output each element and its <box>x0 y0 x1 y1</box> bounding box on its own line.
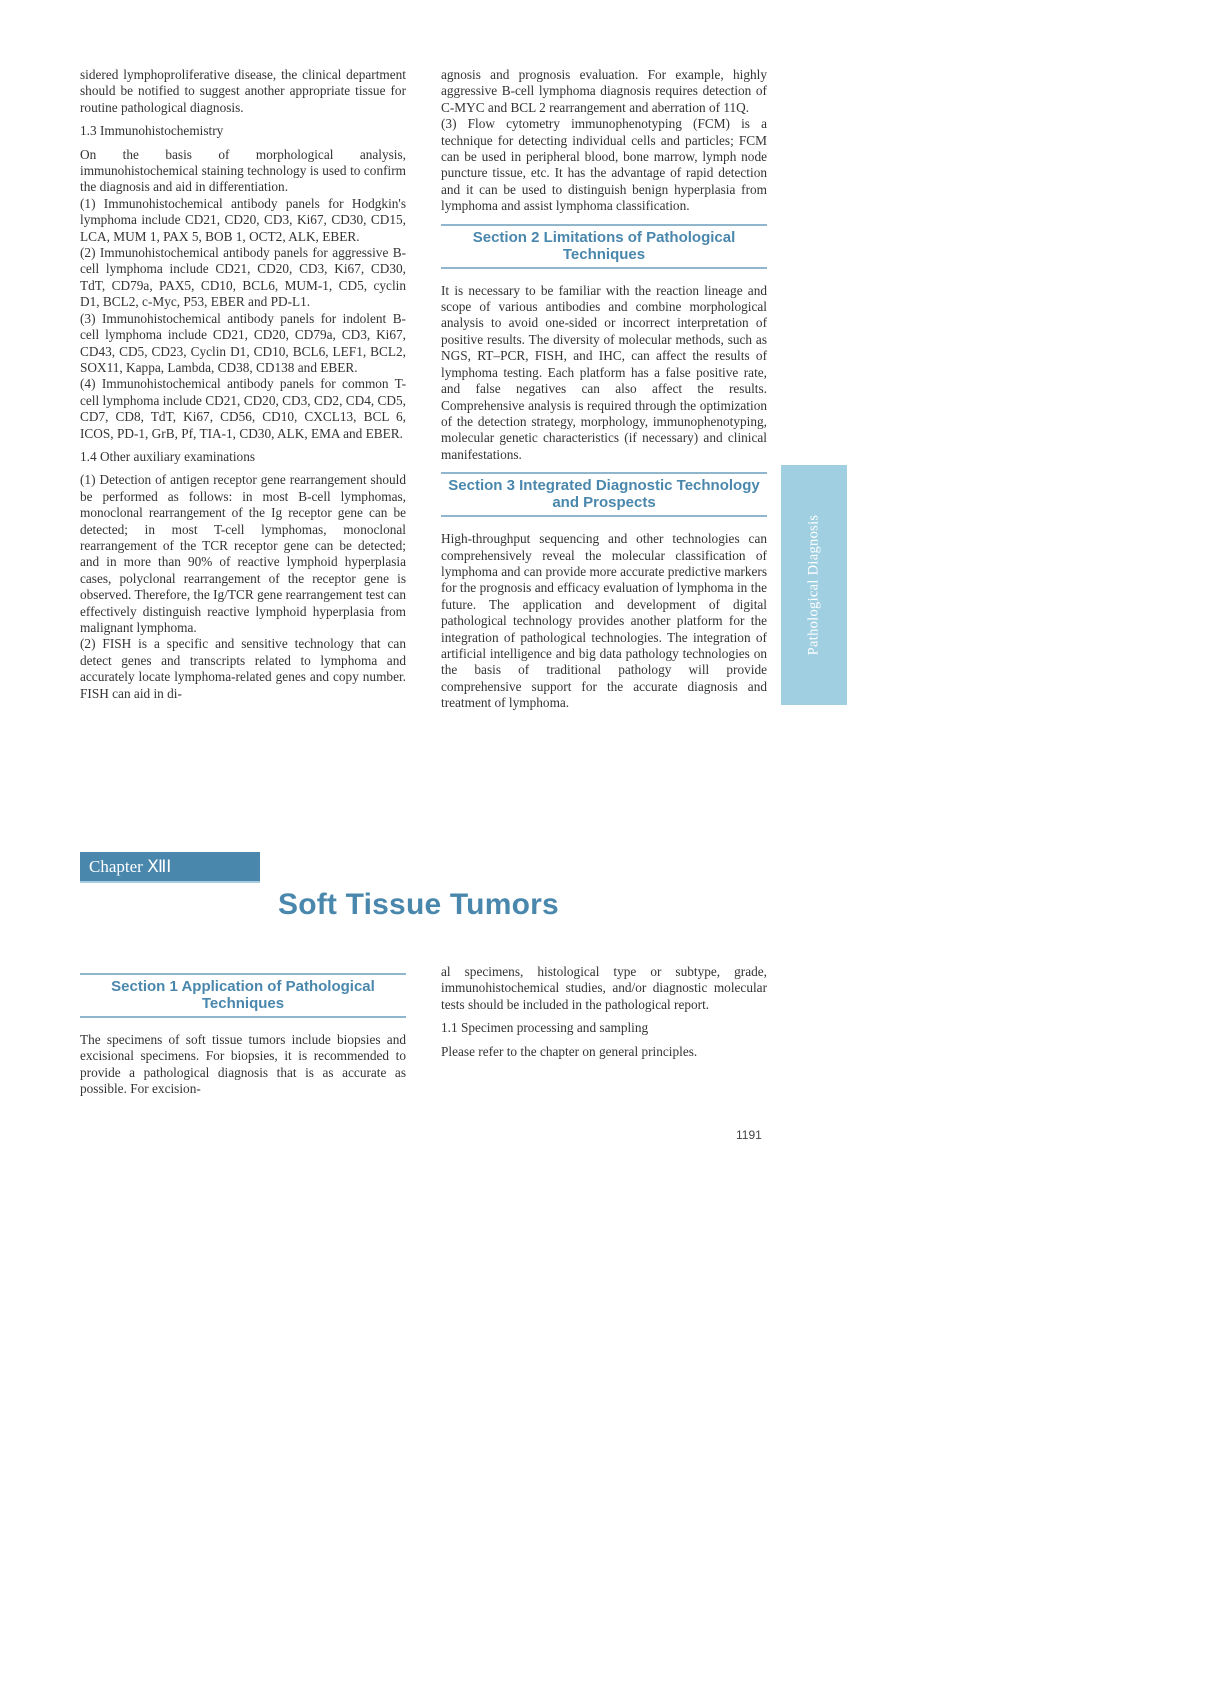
section-2-heading: Section 2 Limitations of Pathological Techniques <box>441 224 767 269</box>
paragraph: Please refer to the chapter on general principles. <box>441 1043 698 1059</box>
upper-left-column <box>80 67 406 702</box>
paragraph-specimens: The specimens of soft tissue tumors include biopsies and excisional specimens. For biopsies, it is recommended to provide a pathological diagnosis that is as accurate as possible. For excision- <box>80 1032 406 1097</box>
chapter-title: Soft Tissue Tumors <box>278 888 559 921</box>
side-tab <box>781 465 847 705</box>
lower-right-column <box>441 964 767 1060</box>
paragraph-aggressive-b-cell-panel: (2) Immunohistochemical antibody panels for aggressive B-cell lymphoma include CD21, CD20, CD3, Ki67, CD30, TdT, CD79a, PAX5, CD10, BCL6, MUM-1, CD5, cyclin D1, BCL2, c-Myc, P53, EBER and PD-L1. <box>80 245 406 310</box>
subheading-other-auxiliary-examinations: 1.4 Other auxiliary examinations <box>80 448 256 464</box>
paragraph-flow-cytometry: (3) Flow cytometry immunophenotyping (FCM) is a technique for detecting individual cells and particles; FCM can be used in peripheral blood, bone marrow, lymph node puncture tissue, etc. It has the advantage of rapid detection and it can be used to distinguish benign hyperplasia from lymphoma and assist lymphoma classification. <box>441 116 767 214</box>
paragraph-hodgkin-panel: (1) Immunohistochemical antibody panels for Hodgkin's lymphoma include CD21, CD20, CD3, Ki67, CD30, CD15, LCA, MUM 1, PAX 5, BOB 1, OCT2, ALK, EBER. <box>80 195 406 244</box>
paragraph-gene-rearrangement: (1) Detection of antigen receptor gene rearrangement should be performed as follows: in most B-cell lymphomas, monoclonal rearrangement of the Ig receptor gene can be detected; in most T-cell lymphomas, monoclonal rearrangement of the TCR receptor gene can be detected; and in more than 90% of reactive lymphoid hyperplasia cases, polyclonal rearrangement of the receptor gene is observed. Therefore, the Ig/TCR gene rearrangement test can effectively distinguish reactive lymphoid hyperplasia from malignant lymphoma. <box>80 472 406 635</box>
section-1-heading: Section 1 Application of Pathological Techniques <box>80 973 406 1018</box>
paragraph-indolent-b-cell-panel: (3) Immunohistochemical antibody panels for indolent B-cell lymphoma include CD21, CD20, CD79a, CD3, Ki67, CD43, CD5, CD23, Cyclin D1, CD10, BCL6, LEF1, BCL2, SOX11, Kappa, Lambda, CD38, CD138 and EBER. <box>80 310 406 375</box>
upper-right-column <box>441 67 767 712</box>
paragraph: On the basis of morphological analysis, immunohistochemical staining technology is used to confirm the diagnosis and aid in differentiation. <box>80 146 406 195</box>
paragraph: sidered lymphoproliferative disease, the clinical department should be notified to suggest another appropriate tissue for routine pathological diagnosis. <box>80 67 406 115</box>
paragraph-limitations: It is necessary to be familiar with the reaction lineage and scope of various antibodies and combine morphological analysis to avoid one-sided or incorrect interpretation of positive results. The diversity of molecular methods, such as NGS, RT–PCR, FISH, and IHC, can affect the results of lymphoma testing. Each platform has a false positive rate, and false negatives can also affect the results. Comprehensive analysis is required through the optimization of the detection strategy, morphology, immunophenotyping, molecular genetic characteristics (if necessary) and clinical manifestations. <box>441 282 767 462</box>
section-3-heading: Section 3 Integrated Diagnostic Technology and Prospects <box>441 472 767 517</box>
paragraph: agnosis and prognosis evaluation. For example, highly aggressive B-cell lymphoma diagnosis requires detection of C-MYC and BCL 2 rearrangement and aberration of 11Q. <box>441 67 767 115</box>
page-number: 1191 <box>736 1128 762 1142</box>
chapter-label-box <box>80 852 260 883</box>
lower-left-column <box>80 963 406 1098</box>
subheading-specimen-processing: 1.1 Specimen processing and sampling <box>441 1020 649 1036</box>
paragraph-prospects: High-throughput sequencing and other technologies can comprehensively reveal the molecular classification of lymphoma and can provide more accurate predictive markers for the prognosis and efficacy evaluation of lymphoma in the future. The application and development of digital pathological technology provides another platform for the integration of pathological technologies. The integration of artificial intelligence and big data pathology technologies on the basis of traditional pathology will provide comprehensive support for the accurate diagnosis and treatment of lymphoma. <box>441 531 768 711</box>
paragraph: al specimens, histological type or subtype, grade, immunohistochemical studies, and/or diagnostic molecular tests should be included in the pathological report. <box>441 964 767 1012</box>
paragraph-t-cell-panel: (4) Immunohistochemical antibody panels for common T-cell lymphoma include CD21, CD20, CD3, CD2, CD4, CD5, CD7, CD8, TdT, Ki67, CD56, CD10, CXCL13, BCL 6, ICOS, PD-1, GrB, Pf, TIA-1, CD30, ALK, EMA and EBER. <box>80 376 406 441</box>
side-tab-label: Pathological Diagnosis <box>805 514 822 656</box>
subheading-immunohistochemistry: 1.3 Immunohistochemistry <box>80 123 224 139</box>
paragraph-fish: (2) FISH is a specific and sensitive technology that can detect genes and transcripts related to lymphoma and accurately locate lymphoma-related genes and copy number. FISH can aid in di- <box>80 636 406 701</box>
chapter-label: Chapter ⅫⅠ <box>89 857 172 876</box>
